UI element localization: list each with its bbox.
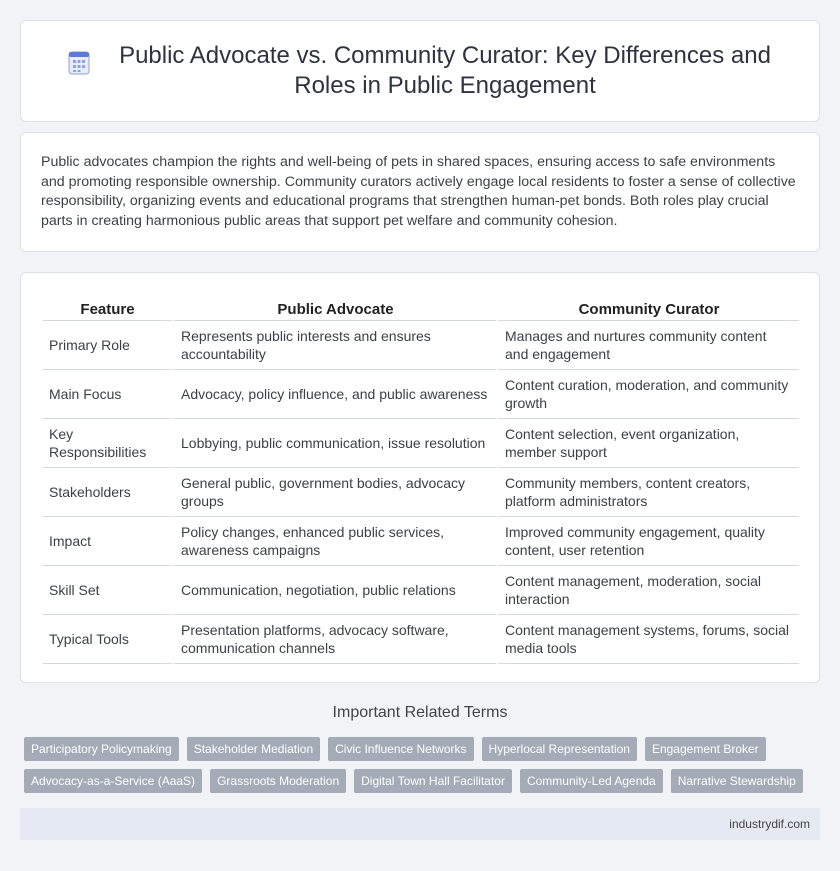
tag-grassroots-moderation[interactable]: Grassroots Moderation bbox=[210, 769, 346, 793]
row-community-curator: Content selection, event organization, member support bbox=[496, 419, 799, 468]
table-row bbox=[43, 468, 799, 517]
row-feature: Skill Set bbox=[43, 566, 172, 615]
title-card bbox=[20, 20, 820, 122]
row-public-advocate: Communication, negotiation, public relations bbox=[172, 566, 496, 615]
row-feature: Stakeholders bbox=[43, 468, 172, 517]
row-public-advocate: Policy changes, enhanced public services, awareness campaigns bbox=[172, 517, 496, 566]
row-community-curator: Content management, moderation, social interaction bbox=[496, 566, 799, 615]
tag-row bbox=[24, 769, 824, 793]
tag-engagement-broker[interactable]: Engagement Broker bbox=[645, 737, 766, 761]
row-feature: Primary Role bbox=[43, 321, 172, 370]
tag-narrative-stewardship[interactable]: Narrative Stewardship bbox=[671, 769, 803, 793]
related-terms-heading: Important Related Terms bbox=[332, 704, 508, 721]
comparison-card bbox=[20, 272, 820, 683]
tag-advocacy-as-a-service[interactable]: Advocacy-as-a-Service (AaaS) bbox=[24, 769, 202, 793]
title-wrap bbox=[60, 41, 780, 101]
row-feature: Typical Tools bbox=[43, 615, 172, 664]
tag-participatory-policymaking[interactable]: Participatory Policymaking bbox=[24, 737, 179, 761]
header-feature: Feature bbox=[43, 295, 172, 321]
row-community-curator: Manages and nurtures community content and engagement bbox=[496, 321, 799, 370]
table-row bbox=[43, 615, 799, 664]
page-title: Public Advocate vs. Community Curator: Key Differences and Roles in Public Engagement bbox=[119, 42, 771, 99]
tag-digital-town-hall-facilitator[interactable]: Digital Town Hall Facilitator bbox=[354, 769, 512, 793]
tag-community-led-agenda[interactable]: Community-Led Agenda bbox=[520, 769, 663, 793]
footer bbox=[20, 808, 820, 840]
related-terms-tags bbox=[24, 737, 824, 801]
row-community-curator: Improved community engagement, quality content, user retention bbox=[496, 517, 799, 566]
table-header-row bbox=[43, 295, 799, 321]
row-public-advocate: Advocacy, policy influence, and public awareness bbox=[172, 370, 496, 419]
header-community-curator: Community Curator bbox=[496, 295, 799, 321]
row-community-curator: Content management systems, forums, social media tools bbox=[496, 615, 799, 664]
header-public-advocate: Public Advocate bbox=[172, 295, 496, 321]
row-community-curator: Community members, content creators, platform administrators bbox=[496, 468, 799, 517]
comparison-table bbox=[43, 295, 799, 664]
table-row bbox=[43, 517, 799, 566]
tag-hyperlocal-representation[interactable]: Hyperlocal Representation bbox=[482, 737, 637, 761]
row-public-advocate: Represents public interests and ensures accountability bbox=[172, 321, 496, 370]
table-row bbox=[43, 321, 799, 370]
table-row bbox=[43, 370, 799, 419]
intro-paragraph: Public advocates champion the rights and well-being of pets in shared spaces, ensuring access to safe environments and promoting responsible ownership. Community curators actively engage local residents to foster a sense of collective responsibility, organizing events and educational programs that strengthen human-pet bonds. Both roles play crucial parts in creating harmonious public areas that support pet welfare and community cohesion. bbox=[41, 154, 796, 229]
tag-stakeholder-mediation[interactable]: Stakeholder Mediation bbox=[187, 737, 320, 761]
row-community-curator: Content curation, moderation, and community growth bbox=[496, 370, 799, 419]
row-feature: Impact bbox=[43, 517, 172, 566]
tag-civic-influence-networks[interactable]: Civic Influence Networks bbox=[328, 737, 473, 761]
footer-site[interactable]: industrydif.com bbox=[729, 817, 810, 831]
tag-row bbox=[24, 737, 824, 761]
row-public-advocate: Lobbying, public communication, issue resolution bbox=[172, 419, 496, 468]
table-row bbox=[43, 566, 799, 615]
row-public-advocate: General public, government bodies, advocacy groups bbox=[172, 468, 496, 517]
document-icon bbox=[65, 49, 93, 77]
table-row bbox=[43, 419, 799, 468]
row-feature: Main Focus bbox=[43, 370, 172, 419]
row-feature: Key Responsibilities bbox=[43, 419, 172, 468]
intro-card bbox=[20, 132, 820, 252]
row-public-advocate: Presentation platforms, advocacy software, communication channels bbox=[172, 615, 496, 664]
